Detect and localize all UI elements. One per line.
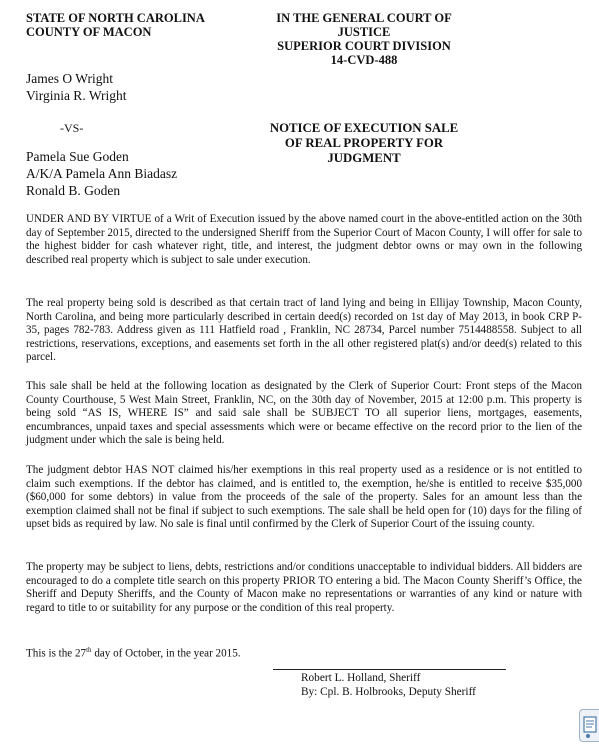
paragraph-liens-disclaimer: The property may be subject to liens, debts, restrictions and/or conditions unacceptable to individual bidders. All bidders are encouraged to do a complete title search on this property PRIOR TO entering a bid. The Macon County Sheriff’s Office, the Sheriff and Deputy Sheriffs, and the County of Macon make no representations or warranties of any kind or nature with regard to title to or suitability for any purpose or the condition of this real property. [26, 561, 582, 614]
state-label: STATE OF NORTH CAROLINA [26, 11, 205, 25]
defendant-name: Pamela Sue Goden [26, 149, 129, 164]
signature-line [273, 669, 506, 670]
versus-label: -VS- [60, 121, 84, 135]
page-corner-icon[interactable] [579, 709, 599, 742]
court-division: SUPERIOR COURT DIVISION [277, 39, 451, 53]
plaintiff-name: James O Wright [26, 71, 113, 86]
notice-title-line2: OF REAL PROPERTY FOR JUDGMENT [284, 136, 444, 165]
paragraph-writ: UNDER AND BY VIRTUE of a Writ of Execution issued by the above named court in the above-entitled action on the 30th day of September 2015, directed to the undersigned Sheriff from the Superior Court of Macon County, I will offer for sale to the highest bidder for cash whatever right, title, and interest, the judgment debtor owns or may own in the following described real property which is subject to sale under execution. [26, 213, 582, 266]
paragraph-exemptions: The judgment debtor HAS NOT claimed his/her exemptions in this real property used as a residence or is not entitled to claim such exemptions. If the debtor has claimed, and is entitled to, the exemption, he/she is entitled to receive $35,000 ($60,000 for some debtors) in value from the proceeds of the sale of the property. Sales for an amount less than the exemption claimed shall not be final if subject to such exemptions. The sale shall be held open for (10) days for the filing of upset bids as required by law. No sale is final until confirmed by the Clerk of Superior Court of the issuing county. [26, 464, 582, 531]
page-icon [580, 710, 599, 743]
plaintiff-name: Virginia R. Wright [26, 88, 127, 103]
notice-title [249, 121, 479, 166]
notice-title-line1: NOTICE OF EXECUTION SALE [269, 121, 459, 135]
plaintiffs [26, 70, 127, 104]
county-label: COUNTY OF MACON [26, 25, 152, 39]
paragraph-property-description: The real property being sold is described as that certain tract of land lying and being in Ellijay Township, Macon County, North Carolina, and being more particularly described in certain deed(s) recorded on 1st day of May 2013, in book CRP P-35, pages 782-783. Address given as 111 Hatfield road , Franklin, NC 28734, Parcel number 7514488558. Subject to all restrictions, reservations, exceptions, and easements set forth in the all other registered plat(s) and/or deed(s) related to this parcel. [26, 297, 582, 364]
deputy-name: By: Cpl. B. Holbrooks, Deputy Sheriff [301, 686, 476, 698]
header-right [249, 11, 479, 67]
signature-block [301, 671, 476, 699]
dated-ordinal: th [86, 646, 92, 654]
dated-line [26, 643, 241, 661]
defendants [26, 148, 177, 199]
defendant-name: A/K/A Pamela Ann Biadasz [26, 166, 178, 181]
defendant-name: Ronald B. Goden [26, 183, 121, 198]
dated-prefix: This is the 27 [26, 647, 87, 660]
case-number: 14-CVD-488 [330, 53, 398, 67]
paragraph-sale-location: This sale shall be held at the following location as designated by the Clerk of Superior Court: Front steps of the Macon County Courthouse, 5 West Main Street, Franklin, NC, on the 30th day of November, 2015 at 12:00 p.m. This property is being sold “AS IS, WHERE IS” and said sale shall be SUBJECT TO all superior liens, mortgages, easements, encumbrances, unpaid taxes and special assessments which were or became effective on the record prior to the lien of the judgment under which the sale is being held. [26, 380, 582, 447]
header-left [26, 11, 205, 39]
sheriff-name: Robert L. Holland, Sheriff [301, 672, 421, 684]
court-name: IN THE GENERAL COURT OF JUSTICE [276, 11, 452, 39]
dated-suffix: day of October, in the year 2015. [91, 647, 241, 660]
